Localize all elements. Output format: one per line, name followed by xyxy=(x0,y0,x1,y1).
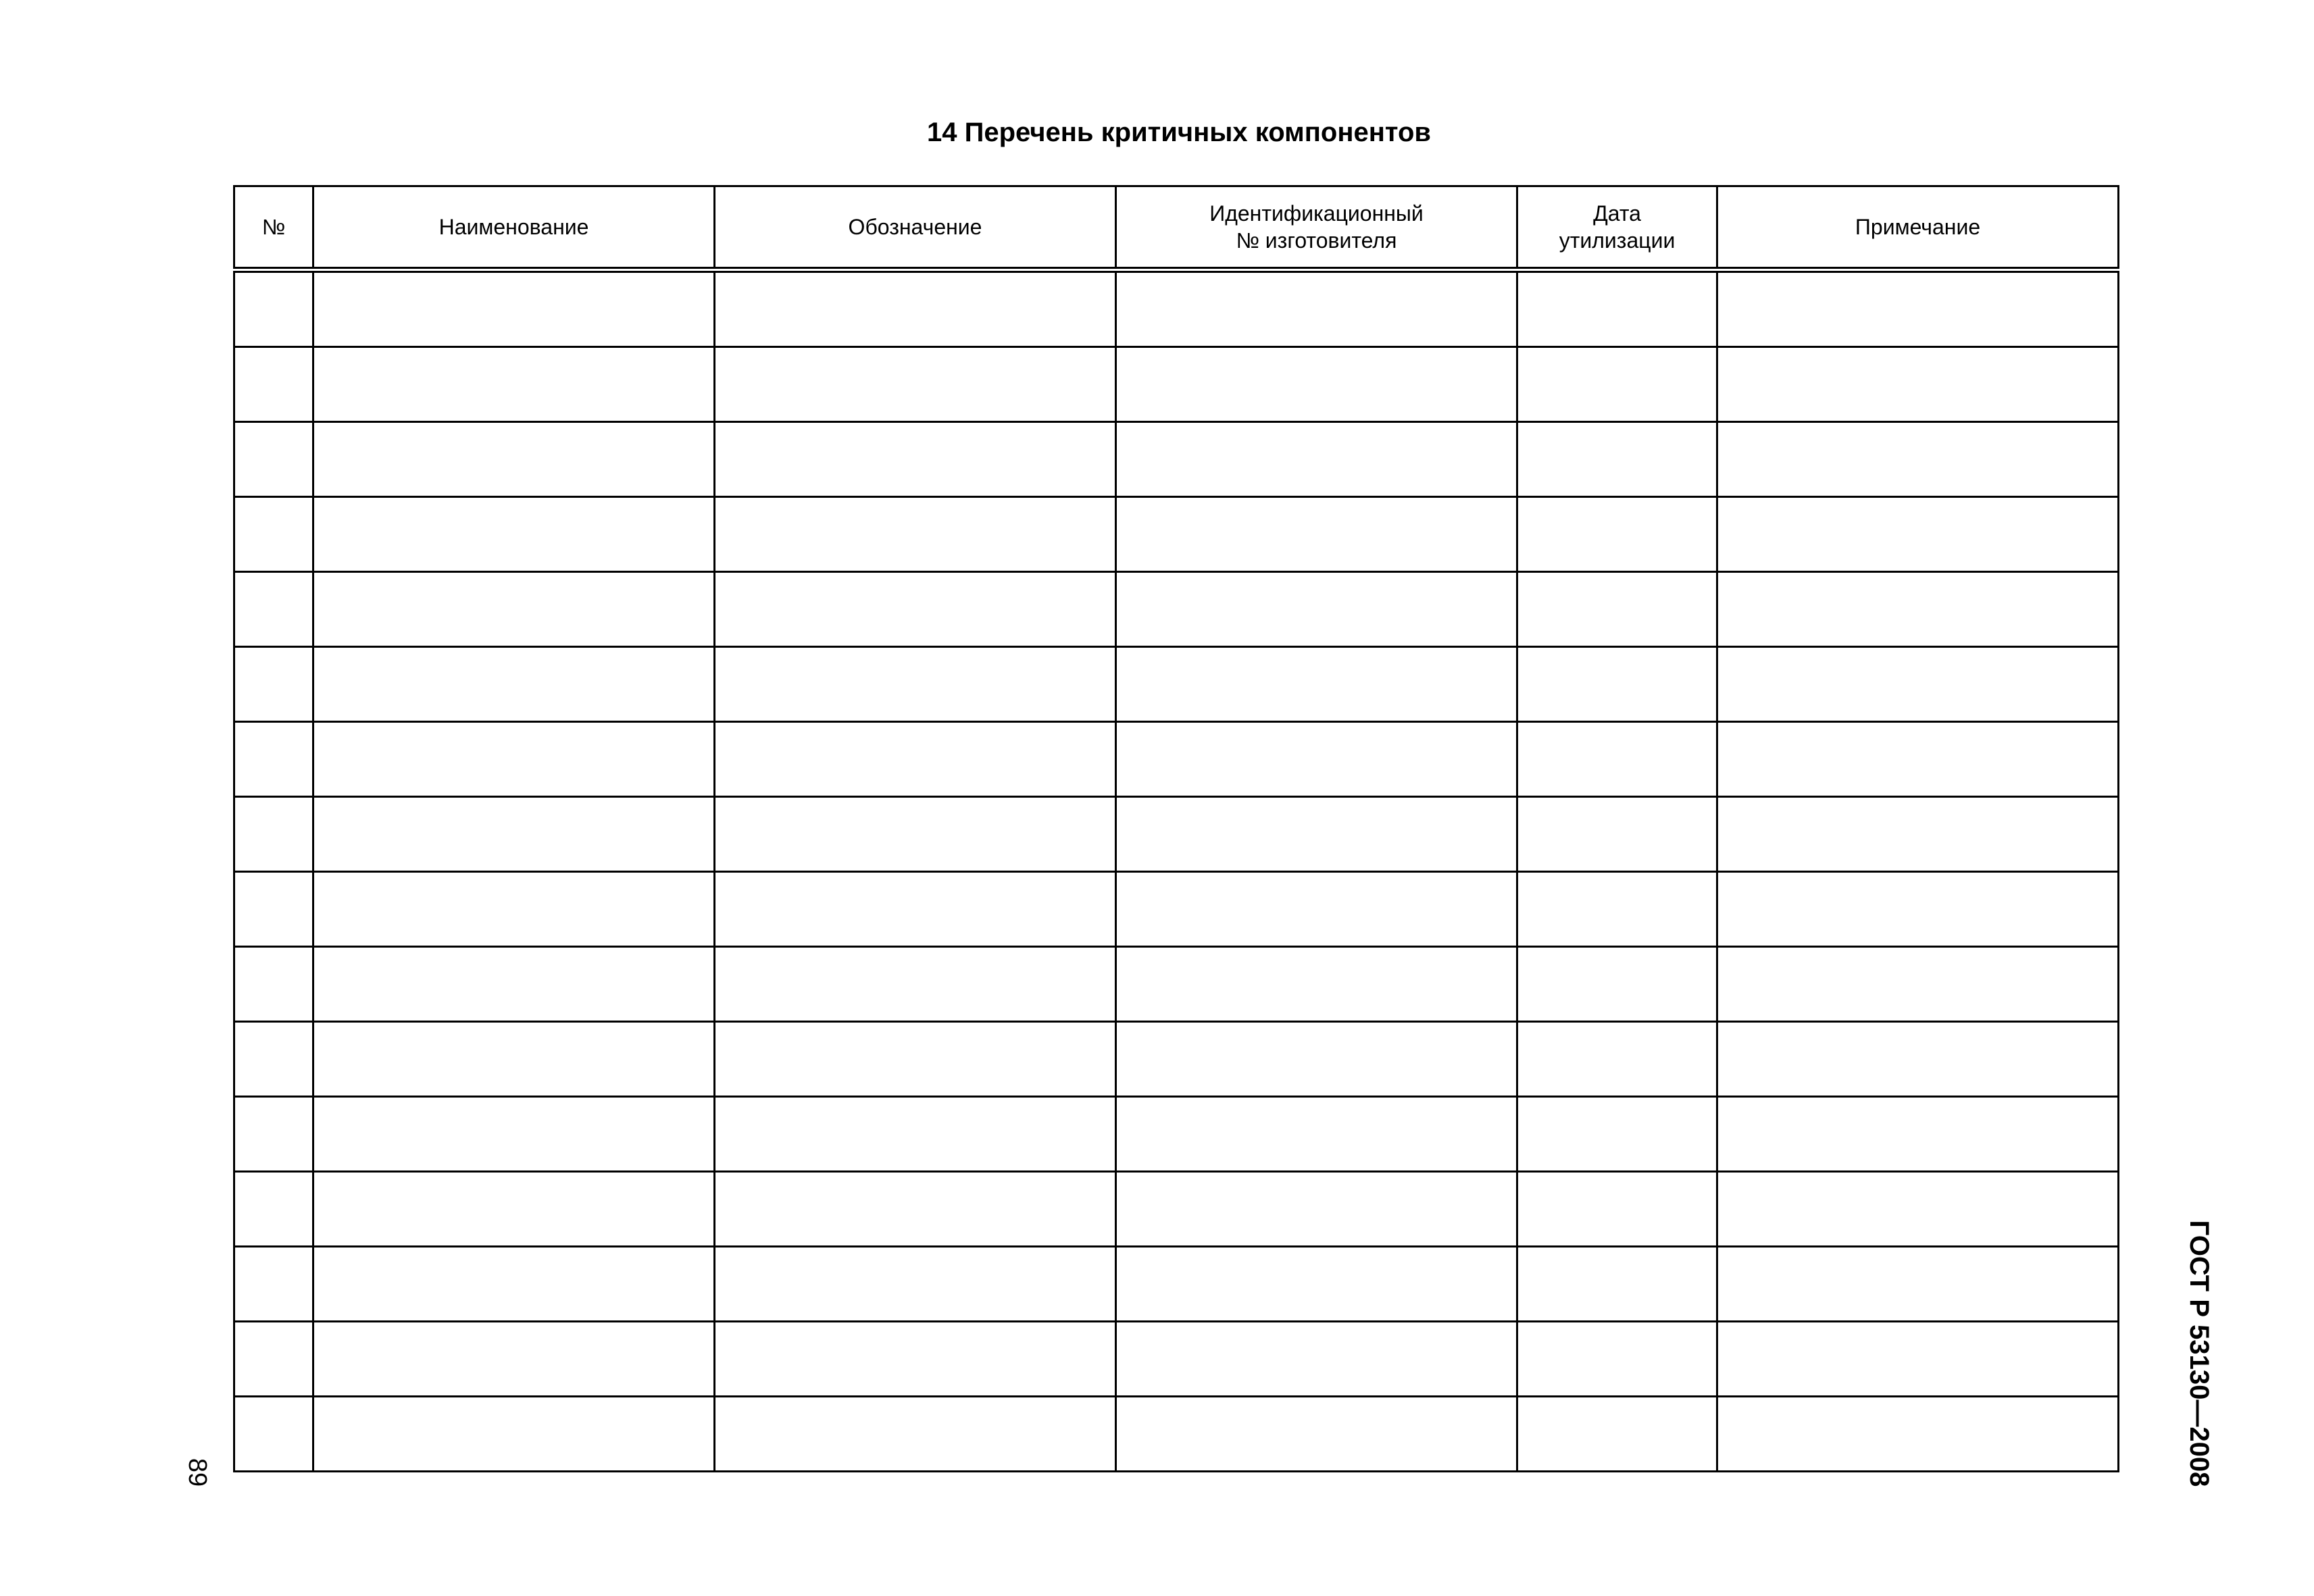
cell-number[interactable] xyxy=(234,1397,313,1472)
cell-number[interactable] xyxy=(234,1172,313,1247)
cell-name[interactable] xyxy=(313,270,715,347)
cell-manufacturer-id[interactable] xyxy=(1116,1247,1517,1322)
cell-note[interactable] xyxy=(1717,797,2119,872)
header-name: Наименование xyxy=(313,186,715,270)
cell-manufacturer-id[interactable] xyxy=(1116,1397,1517,1472)
cell-manufacturer-id[interactable] xyxy=(1116,722,1517,797)
cell-number[interactable] xyxy=(234,647,313,722)
cell-note[interactable] xyxy=(1717,722,2119,797)
cell-note[interactable] xyxy=(1717,1097,2119,1172)
cell-name[interactable] xyxy=(313,572,715,647)
cell-note[interactable] xyxy=(1717,1397,2119,1472)
cell-number[interactable] xyxy=(234,1097,313,1172)
cell-disposal-date[interactable] xyxy=(1517,797,1717,872)
table-row xyxy=(234,947,2119,1022)
document-code: ГОСТ Р 53130—2008 xyxy=(2184,1220,2214,1487)
cell-note[interactable] xyxy=(1717,497,2119,572)
cell-name[interactable] xyxy=(313,1397,715,1472)
cell-name[interactable] xyxy=(313,1322,715,1397)
cell-disposal-date[interactable] xyxy=(1517,497,1717,572)
cell-disposal-date[interactable] xyxy=(1517,270,1717,347)
cell-disposal-date[interactable] xyxy=(1517,722,1717,797)
table-row xyxy=(234,1247,2119,1322)
cell-manufacturer-id[interactable] xyxy=(1116,270,1517,347)
page-title: 14 Перечень критичных компонентов xyxy=(927,118,1431,147)
cell-designation[interactable] xyxy=(715,647,1116,722)
cell-name[interactable] xyxy=(313,1022,715,1097)
cell-number[interactable] xyxy=(234,1322,313,1397)
cell-manufacturer-id[interactable] xyxy=(1116,497,1517,572)
table-row xyxy=(234,572,2119,647)
table-row xyxy=(234,1397,2119,1472)
cell-number[interactable] xyxy=(234,422,313,497)
cell-disposal-date[interactable] xyxy=(1517,872,1717,947)
cell-note[interactable] xyxy=(1717,1022,2119,1097)
cell-number[interactable] xyxy=(234,1022,313,1097)
cell-name[interactable] xyxy=(313,947,715,1022)
header-disposal-date: Дата утилизации xyxy=(1517,186,1717,270)
cell-designation[interactable] xyxy=(715,797,1116,872)
header-number: № xyxy=(234,186,313,270)
cell-disposal-date[interactable] xyxy=(1517,1097,1717,1172)
cell-note[interactable] xyxy=(1717,347,2119,422)
cell-number[interactable] xyxy=(234,497,313,572)
cell-number[interactable] xyxy=(234,872,313,947)
cell-name[interactable] xyxy=(313,1172,715,1247)
cell-disposal-date[interactable] xyxy=(1517,1322,1717,1397)
table-row xyxy=(234,1322,2119,1397)
cell-designation[interactable] xyxy=(715,1322,1116,1397)
cell-number[interactable] xyxy=(234,947,313,1022)
cell-note[interactable] xyxy=(1717,647,2119,722)
cell-name[interactable] xyxy=(313,347,715,422)
cell-designation[interactable] xyxy=(715,1247,1116,1322)
cell-note[interactable] xyxy=(1717,947,2119,1022)
cell-manufacturer-id[interactable] xyxy=(1116,347,1517,422)
table-row xyxy=(234,647,2119,722)
table-row xyxy=(234,722,2119,797)
table-row xyxy=(234,270,2119,347)
cell-designation[interactable] xyxy=(715,947,1116,1022)
cell-note[interactable] xyxy=(1717,270,2119,347)
cell-number[interactable] xyxy=(234,797,313,872)
cell-disposal-date[interactable] xyxy=(1517,1247,1717,1322)
cell-name[interactable] xyxy=(313,647,715,722)
cell-name[interactable] xyxy=(313,1247,715,1322)
cell-designation[interactable] xyxy=(715,872,1116,947)
header-designation: Обозначение xyxy=(715,186,1116,270)
cell-manufacturer-id[interactable] xyxy=(1116,572,1517,647)
cell-manufacturer-id[interactable] xyxy=(1116,1097,1517,1172)
cell-manufacturer-id[interactable] xyxy=(1116,647,1517,722)
cell-note[interactable] xyxy=(1717,1322,2119,1397)
cell-disposal-date[interactable] xyxy=(1517,1397,1717,1472)
cell-note[interactable] xyxy=(1717,1172,2119,1247)
cell-manufacturer-id[interactable] xyxy=(1116,422,1517,497)
cell-note[interactable] xyxy=(1717,572,2119,647)
cell-disposal-date[interactable] xyxy=(1517,572,1717,647)
cell-designation[interactable] xyxy=(715,572,1116,647)
cell-designation[interactable] xyxy=(715,497,1116,572)
critical-components-table xyxy=(233,185,2119,1472)
table-body xyxy=(234,270,2119,1472)
cell-note[interactable] xyxy=(1717,422,2119,497)
cell-designation[interactable] xyxy=(715,1022,1116,1097)
cell-designation[interactable] xyxy=(715,347,1116,422)
cell-disposal-date[interactable] xyxy=(1517,1022,1717,1097)
table-row xyxy=(234,1097,2119,1172)
cell-designation[interactable] xyxy=(715,1097,1116,1172)
cell-manufacturer-id[interactable] xyxy=(1116,1322,1517,1397)
cell-number[interactable] xyxy=(234,722,313,797)
cell-manufacturer-id[interactable] xyxy=(1116,1022,1517,1097)
table-row xyxy=(234,497,2119,572)
cell-disposal-date[interactable] xyxy=(1517,647,1717,722)
cell-designation[interactable] xyxy=(715,1172,1116,1247)
cell-designation[interactable] xyxy=(715,270,1116,347)
cell-name[interactable] xyxy=(313,797,715,872)
cell-number[interactable] xyxy=(234,270,313,347)
table-row xyxy=(234,872,2119,947)
cell-number[interactable] xyxy=(234,347,313,422)
cell-name[interactable] xyxy=(313,872,715,947)
cell-name[interactable] xyxy=(313,497,715,572)
table-row xyxy=(234,347,2119,422)
cell-disposal-date[interactable] xyxy=(1517,422,1717,497)
cell-disposal-date[interactable] xyxy=(1517,1172,1717,1247)
cell-manufacturer-id[interactable] xyxy=(1116,1172,1517,1247)
cell-number[interactable] xyxy=(234,572,313,647)
cell-manufacturer-id[interactable] xyxy=(1116,872,1517,947)
cell-name[interactable] xyxy=(313,422,715,497)
cell-designation[interactable] xyxy=(715,722,1116,797)
cell-name[interactable] xyxy=(313,1097,715,1172)
table-row xyxy=(234,1022,2119,1097)
cell-name[interactable] xyxy=(313,722,715,797)
cell-manufacturer-id[interactable] xyxy=(1116,947,1517,1022)
table-row xyxy=(234,422,2119,497)
cell-designation[interactable] xyxy=(715,1397,1116,1472)
cell-number[interactable] xyxy=(234,1247,313,1322)
cell-designation[interactable] xyxy=(715,422,1116,497)
table-row xyxy=(234,797,2119,872)
header-manufacturer-id: Идентификационный № изготовителя xyxy=(1116,186,1517,270)
table-row xyxy=(234,1172,2119,1247)
cell-disposal-date[interactable] xyxy=(1517,947,1717,1022)
table-header-row xyxy=(234,186,2119,270)
cell-note[interactable] xyxy=(1717,872,2119,947)
cell-manufacturer-id[interactable] xyxy=(1116,797,1517,872)
page-number: 89 xyxy=(183,1458,211,1487)
cell-disposal-date[interactable] xyxy=(1517,347,1717,422)
header-note: Примечание xyxy=(1717,186,2119,270)
cell-note[interactable] xyxy=(1717,1247,2119,1322)
